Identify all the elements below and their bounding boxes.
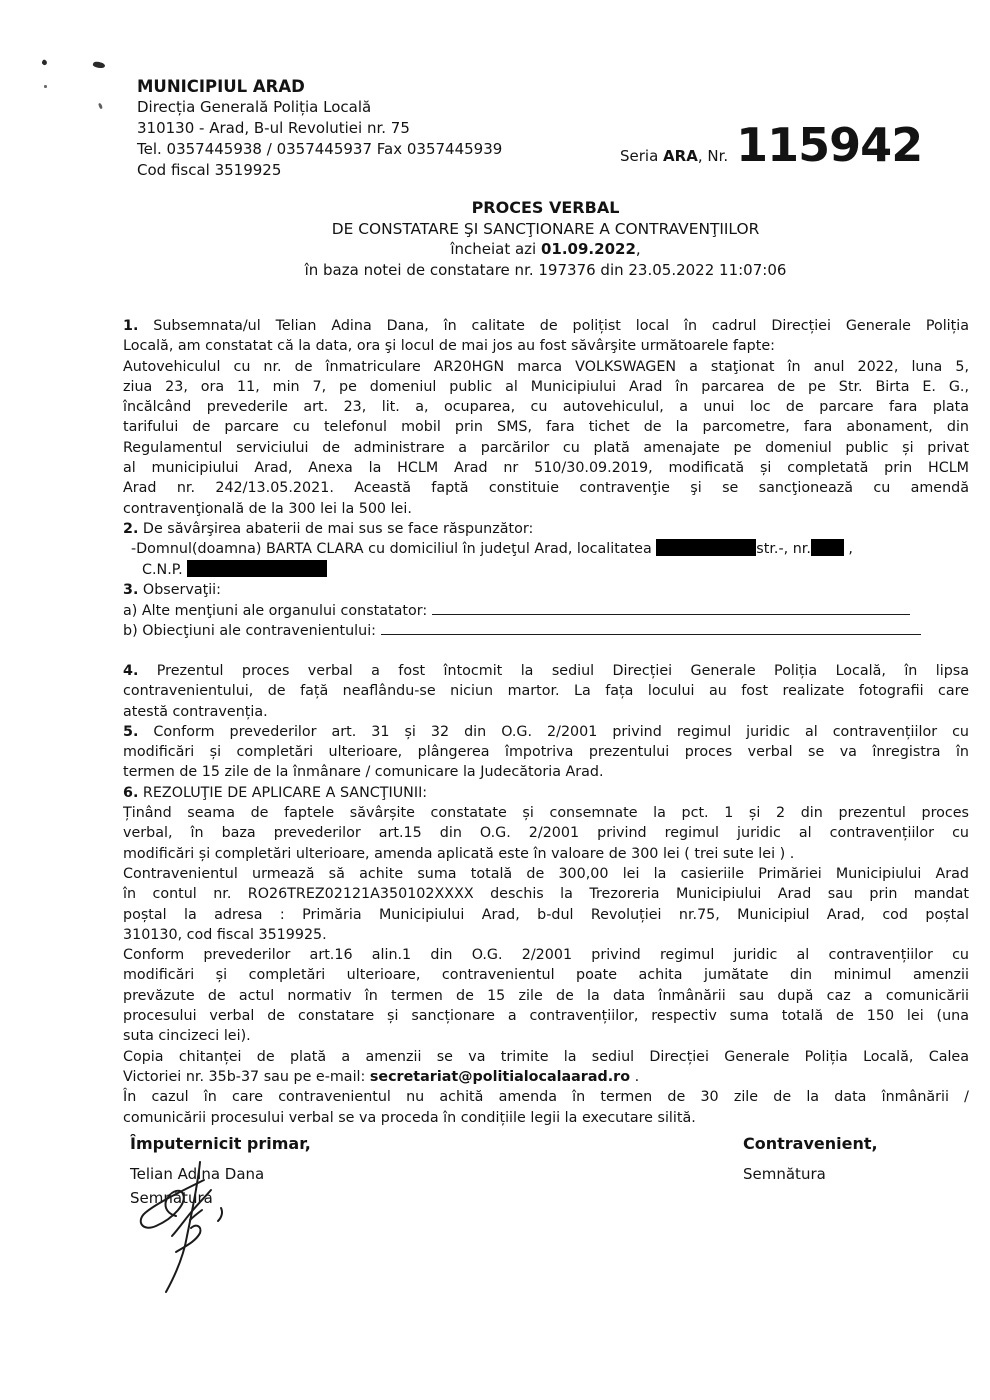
text-segment: modificări și completări ulterioare, plângerea împotriva prezentului proces verbal se va înregistra în bbox=[123, 744, 969, 761]
text-line bbox=[123, 742, 969, 762]
title-main: PROCES VERBAL bbox=[471, 198, 620, 217]
text-line bbox=[123, 560, 969, 580]
text-line bbox=[123, 884, 969, 904]
text-line bbox=[123, 539, 969, 559]
text-segment: Conform prevederilor art. 31 și 32 din O.G. 2/2001 privind regimul juridic al contravențiilor cu bbox=[138, 723, 969, 740]
seria-label: Seria bbox=[620, 147, 664, 165]
text-segment: C.N.P. bbox=[142, 561, 188, 578]
text-line bbox=[123, 905, 969, 925]
text-line bbox=[123, 519, 969, 539]
text-line bbox=[123, 702, 969, 722]
text-segment: Ținând seama de faptele săvârșite constatate și consemnate la pct. 1 și 2 din prezentul proces bbox=[123, 805, 969, 822]
title-basis-line: în baza notei de constatare nr. 197376 din 23.05.2022 11:07:06 bbox=[304, 260, 787, 279]
seria-value: ARA bbox=[663, 147, 698, 165]
organization-department: Direcția Generală Poliția Locală bbox=[137, 98, 372, 116]
text-line bbox=[123, 722, 969, 742]
text-line bbox=[123, 661, 969, 681]
issue-date: 01.09.2022 bbox=[540, 240, 636, 258]
scan-artifact bbox=[98, 103, 103, 110]
body-section-1 bbox=[123, 316, 969, 641]
nr-label: , Nr. bbox=[697, 147, 729, 165]
text-segment: atestă contravenția. bbox=[123, 703, 268, 720]
text-segment: Contravenientul urmează să achite suma totală de 300,00 lei la casieriile Primăriei Municipiului Arad bbox=[123, 865, 969, 882]
bold-text-segment: secretariat@politialocalaarad.ro bbox=[369, 1068, 631, 1085]
text-segment: 310130, cod fiscal 3519925. bbox=[123, 926, 327, 943]
text-segment: a) Alte menţiuni ale organului constatator: bbox=[123, 603, 432, 620]
handwritten-signature bbox=[118, 1156, 246, 1298]
title-date-line: încheiat azi 01.09.2022, bbox=[450, 240, 641, 258]
text-segment: Arad nr. 242/13.05.2021. Această faptă constituie contravenţie şi se sancţionează cu amendă bbox=[123, 480, 969, 497]
footer-offender-column bbox=[743, 1134, 878, 1184]
text-segment: Subsemnata/ul Telian Adina Dana, în calitate de polițist local în cadrul Direcției Generale Poliția bbox=[138, 318, 969, 334]
text-segment: comunicării procesului verbal se va proceda în condițiile legii la executare silită. bbox=[123, 1109, 696, 1126]
text-line bbox=[123, 600, 969, 620]
redaction-box bbox=[811, 539, 844, 556]
text-segment: REZOLUŢIE DE APLICARE A SANCŢIUNII: bbox=[138, 784, 428, 801]
text-segment: modificări și completări ulterioare, contravenientul poate achita jumătate din minimul amenzii bbox=[123, 967, 969, 984]
text-line bbox=[123, 925, 969, 945]
text-segment: în contul nr. RO26TREZ02121A350102XXXX deschis la Trezoreria Municipiului Arad sau prin mandat bbox=[123, 886, 969, 903]
offender-signature-label: Semnătura bbox=[743, 1165, 826, 1183]
text-segment: Regulamentul serviciului de administrare a parcărilor cu plată amenajate pe domeniul public și privat bbox=[123, 439, 969, 456]
officer-role-label: Împuternicit primar, bbox=[130, 1134, 311, 1153]
organization-fiscal-code: Cod fiscal 3519925 bbox=[137, 161, 282, 179]
offender-role-label: Contravenient, bbox=[743, 1134, 878, 1153]
text-segment: modificări și completări ulterioare, amenda aplicată este în valoare de 300 lei ( trei sute lei ) . bbox=[123, 845, 795, 862]
text-line bbox=[123, 397, 969, 417]
text-segment: contravenţională de la 300 lei la 500 lei. bbox=[123, 500, 412, 517]
text-segment: prevăzute de actul normativ în termen de 15 zile de la data înmânării sau după caz a comunicării bbox=[123, 987, 969, 1004]
text-line bbox=[123, 499, 969, 519]
bold-text-segment: 5. bbox=[123, 723, 139, 740]
title-subtitle: DE CONSTATARE ŞI SANCŢIONARE A CONTRAVENŢIILOR bbox=[331, 219, 760, 238]
text-line bbox=[123, 1108, 969, 1128]
text-line bbox=[123, 620, 969, 640]
text-line bbox=[123, 1006, 969, 1026]
text-line bbox=[123, 945, 969, 965]
text-line bbox=[123, 844, 969, 864]
bold-text-segment: 4. bbox=[123, 663, 139, 679]
bold-text-segment: 1. bbox=[123, 318, 139, 334]
text-line bbox=[123, 1067, 969, 1087]
text-segment: , bbox=[843, 541, 853, 558]
document-number: 115942 bbox=[736, 118, 923, 172]
text-segment: procesului verbal de constatare și sancționare a contravențiilor, respectiv suma totală de 150 lei (una bbox=[123, 1008, 969, 1025]
text-line bbox=[123, 478, 969, 498]
document-title bbox=[123, 198, 968, 280]
text-segment: Autovehiculul cu nr. de înmatriculare AR20HGN marca VOLKSWAGEN a staţionat în anul 2022, luna 5, bbox=[123, 358, 969, 375]
text-segment: Victoriei nr. 35b-37 sau pe e-mail: bbox=[123, 1068, 370, 1085]
bold-text-segment: 2. bbox=[123, 520, 139, 537]
text-line bbox=[123, 417, 969, 437]
text-line bbox=[123, 1087, 969, 1107]
officer-name: Telian Adina Dana bbox=[130, 1165, 265, 1183]
text-segment: În cazul în care contravenientul nu achită amenda în termen de 30 zile de la data înmânării / bbox=[123, 1089, 969, 1106]
text-segment: str.-, nr. bbox=[756, 541, 811, 558]
text-line bbox=[123, 803, 969, 823]
scan-artifact bbox=[44, 85, 47, 88]
text-segment: tarifului de parcare cu telefonul mobil prin SMS, fara tichet de la parcometre, fara abonament, din bbox=[123, 419, 969, 436]
text-segment: încălcând prevederile art. 23, lit. a, ocuparea, cu autovehiculul, a unui loc de parcare fara plata bbox=[123, 399, 969, 416]
text-line bbox=[123, 864, 969, 884]
text-segment: suta cincizeci lei). bbox=[123, 1028, 251, 1045]
text-line bbox=[123, 1026, 969, 1046]
text-segment: al municipiului Arad, Anexa la HCLM Arad nr 510/30.09.2019, modificată și completată prin HCLM bbox=[123, 460, 969, 477]
scan-artifact bbox=[92, 60, 105, 69]
text-segment: Observaţii: bbox=[138, 581, 221, 598]
text-line bbox=[123, 1047, 969, 1067]
text-line bbox=[123, 986, 969, 1006]
text-line bbox=[123, 783, 969, 803]
text-line bbox=[123, 458, 969, 478]
bold-text-segment: 6. bbox=[123, 784, 139, 801]
document-serial bbox=[620, 118, 922, 172]
organization-phone: Tel. 0357445938 / 0357445937 Fax 0357445939 bbox=[137, 140, 503, 158]
organization-header bbox=[137, 76, 502, 181]
text-line bbox=[123, 357, 969, 377]
text-line bbox=[123, 823, 969, 843]
text-line bbox=[123, 336, 969, 356]
text-line bbox=[123, 580, 969, 600]
text-segment: Prezentul proces verbal a fost întocmit la sediul Direcției Generale Poliția Locală, în lipsa bbox=[138, 663, 969, 679]
blank-fill-line bbox=[381, 620, 921, 635]
text-line bbox=[123, 377, 969, 397]
text-segment: -Domnul(doamna) BARTA CLARA cu domiciliul în judeţul Arad, localitatea bbox=[131, 541, 657, 558]
text-segment: verbal, în baza prevederilor art.15 din O.G. 2/2001 privind regimul juridic al contravențiilor cu bbox=[123, 825, 969, 842]
text-segment: Conform prevederilor art.16 alin.1 din O.G. 2/2001 privind regimul juridic al contravențiilor cu bbox=[123, 947, 969, 964]
text-segment: Copia chitanței de plată a amenzii se va trimite la sediul Direcției Generale Poliția Locală, Calea bbox=[123, 1048, 969, 1065]
text-line bbox=[123, 438, 969, 458]
text-line bbox=[123, 762, 969, 782]
officer-signature-label: Semnătura bbox=[130, 1189, 213, 1207]
organization-address: 310130 - Arad, B-ul Revolutiei nr. 75 bbox=[137, 119, 410, 137]
text-segment: b) Obiecţiuni ale contravenientului: bbox=[123, 623, 381, 640]
organization-name: MUNICIPIUL ARAD bbox=[137, 77, 305, 96]
redaction-box bbox=[656, 539, 756, 556]
scan-artifact bbox=[41, 59, 48, 66]
text-segment: De săvârşirea abaterii de mai sus se face răspunzător: bbox=[138, 520, 534, 537]
text-segment: Locală, am constatat că la data, ora şi locul de mai jos au fost săvârşite următoarele fapte: bbox=[123, 338, 775, 355]
blank-fill-line bbox=[432, 600, 910, 615]
text-segment: contravenientului, de față neaflându-se niciun martor. La fața locului au fost realizate fotografii care bbox=[123, 683, 969, 700]
text-line bbox=[123, 965, 969, 985]
redaction-box bbox=[187, 560, 327, 577]
text-line bbox=[123, 316, 969, 336]
text-segment: ziua 23, ora 11, min 7, pe domeniul public al Municipiului Arad în parcarea de pe Str. Birta E. G., bbox=[123, 378, 969, 395]
text-line bbox=[123, 681, 969, 701]
text-segment: termen de 15 zile de la înmânare / comunicare la Judecătoria Arad. bbox=[123, 764, 604, 781]
bold-text-segment: 3. bbox=[123, 581, 139, 598]
text-segment: . bbox=[630, 1068, 640, 1085]
body-section-2 bbox=[123, 661, 969, 1128]
text-segment: poștal la adresa : Primăria Municipiului Arad, b-dul Revoluției nr.75, Municipiul Arad, cod poștal bbox=[123, 906, 969, 923]
